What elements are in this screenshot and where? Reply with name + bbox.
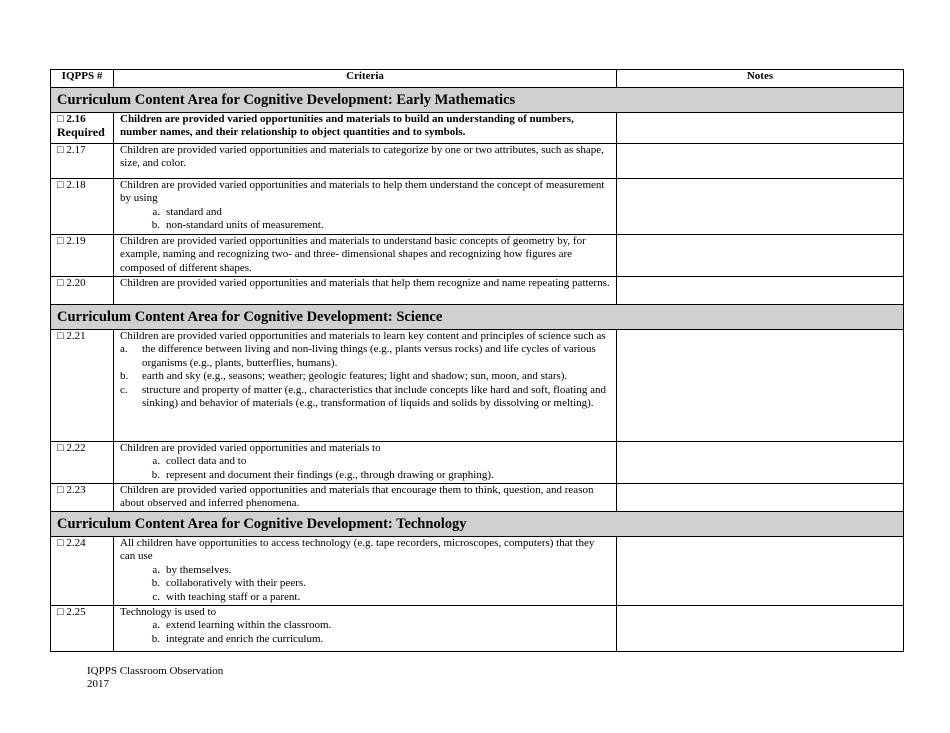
item-number: □ 2.16 Required bbox=[51, 113, 114, 144]
table-row bbox=[51, 606, 904, 652]
sub-item: a. the difference between living and non-living things (e.g., plants versus rocks) and life cycles of various organisms (e.g., plants, butterflies, humans). bbox=[120, 343, 596, 369]
page-footer bbox=[87, 665, 223, 691]
notes-cell[interactable] bbox=[617, 144, 904, 179]
notes-cell[interactable] bbox=[617, 442, 904, 484]
checkbox-icon[interactable]: □ bbox=[57, 113, 64, 125]
section-title: Curriculum Content Area for Cognitive Development: Science bbox=[51, 305, 904, 330]
criteria-intro: Technology is used to bbox=[120, 606, 217, 618]
section-title: Curriculum Content Area for Cognitive Development: Early Mathematics bbox=[51, 88, 904, 113]
notes-cell[interactable] bbox=[617, 235, 904, 277]
criteria-text bbox=[114, 179, 617, 235]
required-label: Required bbox=[57, 125, 105, 140]
checkbox-icon[interactable]: □ bbox=[57, 235, 64, 247]
table-row bbox=[51, 442, 904, 484]
criteria-intro: All children have opportunities to access technology (e.g. tape recorders, microscopes, computers) that they can use bbox=[120, 537, 595, 563]
sub-item: c. structure and property of matter (e.g., characteristics that include concepts like hard and soft, floating and sinking) and behavior of materials (e.g., transformation of liquids and solids by dissolving or melting). bbox=[120, 383, 606, 410]
header-iqpps-number: IQPPS # bbox=[51, 70, 114, 88]
criteria-text: Children are provided varied opportunities and materials to understand basic concepts of geometry by, for example, naming and recognizing two- and three- dimensional shapes and recognizing how figures are composed of different shapes. bbox=[114, 235, 617, 277]
notes-cell[interactable] bbox=[617, 179, 904, 235]
checkbox-icon[interactable]: □ bbox=[57, 484, 64, 496]
item-number: □ 2.22 bbox=[51, 442, 114, 484]
criteria-text: Children are provided varied opportunities and materials to categorize by one or two attributes, such as shape, size, and color. bbox=[114, 144, 617, 179]
checkbox-icon[interactable]: □ bbox=[57, 179, 64, 191]
item-number: □ 2.18 bbox=[51, 179, 114, 235]
sub-item: a. collect data and to bbox=[152, 455, 247, 468]
criteria-table bbox=[50, 69, 904, 652]
criteria-text bbox=[114, 537, 617, 606]
criteria-text: Children are provided varied opportunities and materials that help them recognize and name repeating patterns. bbox=[114, 277, 617, 305]
notes-cell[interactable] bbox=[617, 113, 904, 144]
checkbox-icon[interactable]: □ bbox=[57, 330, 64, 342]
notes-cell[interactable] bbox=[617, 277, 904, 305]
sub-item: a. by themselves. bbox=[152, 563, 232, 576]
checkbox-icon[interactable]: □ bbox=[57, 442, 64, 454]
notes-cell[interactable] bbox=[617, 330, 904, 442]
criteria-text bbox=[114, 442, 617, 484]
table-row bbox=[51, 235, 904, 277]
table-row bbox=[51, 330, 904, 442]
header-row bbox=[51, 70, 904, 88]
criteria-text bbox=[114, 330, 617, 442]
table-row bbox=[51, 144, 904, 179]
item-number: □ 2.24 bbox=[51, 537, 114, 606]
criteria-text: Children are provided varied opportunities and materials to build an understanding of numbers, number names, and their relationship to object quantities and to symbols. bbox=[114, 113, 617, 144]
sub-item: b. collaboratively with their peers. bbox=[151, 577, 306, 590]
sub-item: b. earth and sky (e.g., seasons; weather; geologic features; light and shadow; sun, moon, and stars). bbox=[120, 370, 568, 383]
sub-item: b. represent and document their findings (e.g., through drawing or graphing). bbox=[151, 468, 494, 481]
checkbox-icon[interactable]: □ bbox=[57, 537, 64, 549]
sub-item: b. integrate and enrich the curriculum. bbox=[151, 632, 324, 645]
item-number: □ 2.25 bbox=[51, 606, 114, 652]
table-row bbox=[51, 113, 904, 144]
item-number: □ 2.17 bbox=[51, 144, 114, 179]
item-number: □ 2.19 bbox=[51, 235, 114, 277]
criteria-intro: Children are provided varied opportunities and materials to bbox=[120, 442, 381, 454]
section-technology bbox=[51, 512, 904, 537]
checkbox-icon[interactable]: □ bbox=[57, 277, 64, 289]
criteria-text: Children are provided varied opportunities and materials that encourage them to think, question, and reason about observed and inferred phenomena. bbox=[114, 484, 617, 512]
header-notes: Notes bbox=[617, 70, 904, 88]
table-row bbox=[51, 277, 904, 305]
notes-cell[interactable] bbox=[617, 484, 904, 512]
sub-item: a. extend learning within the classroom. bbox=[152, 619, 332, 632]
criteria-text bbox=[114, 606, 617, 652]
section-science bbox=[51, 305, 904, 330]
criteria-intro: Children are provided varied opportunities and materials to help them understand the concept of measurement by using bbox=[120, 179, 605, 205]
table-row bbox=[51, 484, 904, 512]
sub-item: a. standard and bbox=[152, 205, 222, 218]
section-early-mathematics bbox=[51, 88, 904, 113]
table-row bbox=[51, 537, 904, 606]
criteria-intro: Children are provided varied opportunities and materials to learn key content and principles of science such as bbox=[120, 330, 606, 342]
item-number: □ 2.20 bbox=[51, 277, 114, 305]
item-number: □ 2.21 bbox=[51, 330, 114, 442]
checkbox-icon[interactable]: □ bbox=[57, 606, 64, 618]
notes-cell[interactable] bbox=[617, 606, 904, 652]
item-number: □ 2.23 bbox=[51, 484, 114, 512]
notes-cell[interactable] bbox=[617, 537, 904, 606]
table-row bbox=[51, 179, 904, 235]
checkbox-icon[interactable]: □ bbox=[57, 144, 64, 156]
sub-item: c. with teaching staff or a parent. bbox=[152, 590, 301, 603]
sub-item: b. non-standard units of measurement. bbox=[151, 219, 324, 232]
header-criteria: Criteria bbox=[114, 70, 617, 88]
footer-title: IQPPS Classroom Observation bbox=[87, 665, 224, 677]
section-title: Curriculum Content Area for Cognitive Development: Technology bbox=[51, 512, 904, 537]
footer-year: 2017 bbox=[87, 678, 109, 690]
